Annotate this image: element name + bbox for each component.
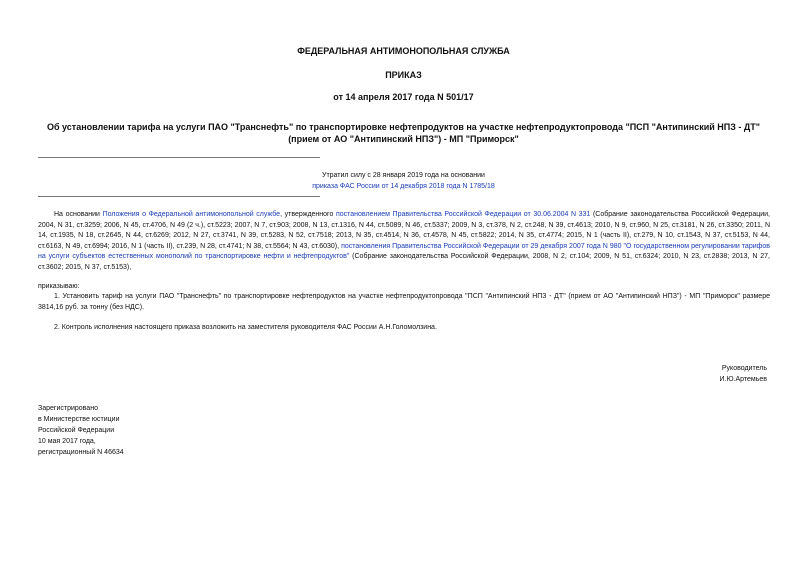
registration-line-3: Российской Федерации (38, 427, 115, 434)
preamble-end: (Собрание законодательства Российской Федерации, 2008, N 2, ст.104; 2009, N 51, ст.6324; 2010, N 23, ст.2838; 2013, N 27, ст.3602; 2015, N 37, ст.5153), (38, 253, 770, 271)
validity-text: Утратил силу с 28 января 2019 года на основании (322, 172, 485, 179)
order-word: приказываю: (38, 283, 80, 290)
signature-block (720, 363, 768, 385)
government-decree-980-link[interactable]: постановления Правительства Российской Федерации от 29 декабря 2007 года N 980 "О государственном регулировании тарифов на услуги субъектов естественных монополий по транспортировке нефти и нефтепродуктов" (38, 242, 770, 260)
agency-heading: ФЕДЕРАЛЬНАЯ АНТИМОНОПОЛЬНАЯ СЛУЖБА (297, 46, 510, 56)
government-decree-331-link[interactable]: постановлением Правительства Российской Федерации от 30.06.2004 N 331 (335, 211, 591, 218)
signature-position: Руководитель (721, 365, 767, 372)
preamble-paragraph (38, 210, 770, 273)
title-line-2: (прием от АО "Антипинский НПЗ") - МП "Приморск" (288, 134, 519, 144)
registration-line-1: Зарегистрировано (38, 405, 98, 412)
registration-line-2: в Министерстве юстиции (38, 416, 120, 423)
date-number-heading: от 14 апреля 2017 года N 501/17 (333, 92, 474, 102)
divider-bottom (38, 196, 320, 197)
validity-link[interactable]: приказа ФАС России от 14 декабря 2018 года N 1785/18 (312, 183, 495, 190)
order-item-2: 2. Контроль исполнения настоящего приказа возложить на заместителя руководителя ФАС России А.Н.Голомолзина. (54, 324, 437, 331)
divider-top (38, 157, 320, 158)
registration-line-5: регистрационный N 46634 (38, 449, 124, 456)
registration-line-4: 10 мая 2017 года, (38, 438, 96, 445)
signature-name: И.Ю.Артемьев (719, 376, 767, 383)
preamble-mid-2: (Собрание законодательства Российской Федерации, 2004, N 31, ст.3259; 2006, N 45, ст.4706, N 49 (2 ч.), ст.5223; 2007, N 7, ст.903; 2008, N 13, ст.1316, N 44, ст.5089, N 46, ст.5337; 2009, N 3, ст.378, N 2, ст.248, N 39, ст.4613; 2010, N 9, ст.960, N 25, ст.3181, N 26, ст.3350; 2011, N 14, ст.1935, N 18, ст.2645, N 44, ст.6269; 2012, N 27, ст.3741, N 39, ст.5283, N 52, ст.7518; 2013, N 35, ст.4514, N 36, ст.4578, N 45, ст.5822; 2014, N 35, ст.4774; 2015, N 1 (часть II), ст.279, N 10, ст.1543, N 37, ст.5153, N 44, ст.6163, N 49, ст.6994; 2016, N 1 (часть II), ст.239, N 28, ст.4741; N 38, ст.5564; N 43, ст.6030), (38, 211, 770, 250)
fas-regulation-link[interactable]: Положения о Федеральной антимонопольной службе (102, 211, 281, 218)
registration-block (38, 403, 124, 458)
doc-type-heading: ПРИКАЗ (385, 70, 422, 80)
validity-note (0, 170, 807, 192)
preamble-mid-1: , утвержденного (280, 211, 336, 218)
document-title (40, 121, 767, 145)
order-item-1: 1. Установить тариф на услуги ПАО "Транснефть" по транспортировке нефтепродуктов на участке нефтепродуктопровода "ПСП "Антипинский НПЗ - ДТ" (прием от АО "Антипинский НПЗ") - МП "Приморск" размере 3814,16 руб. за тонну (без НДС). (38, 293, 770, 311)
preamble-start: На основании (54, 211, 103, 218)
title-line-1: Об установлении тарифа на услуги ПАО "Транснефть" по транспортировке нефтепродуктов на участке нефтепродуктопровода "ПСП "Антипинский НПЗ - ДТ" (46, 122, 761, 132)
